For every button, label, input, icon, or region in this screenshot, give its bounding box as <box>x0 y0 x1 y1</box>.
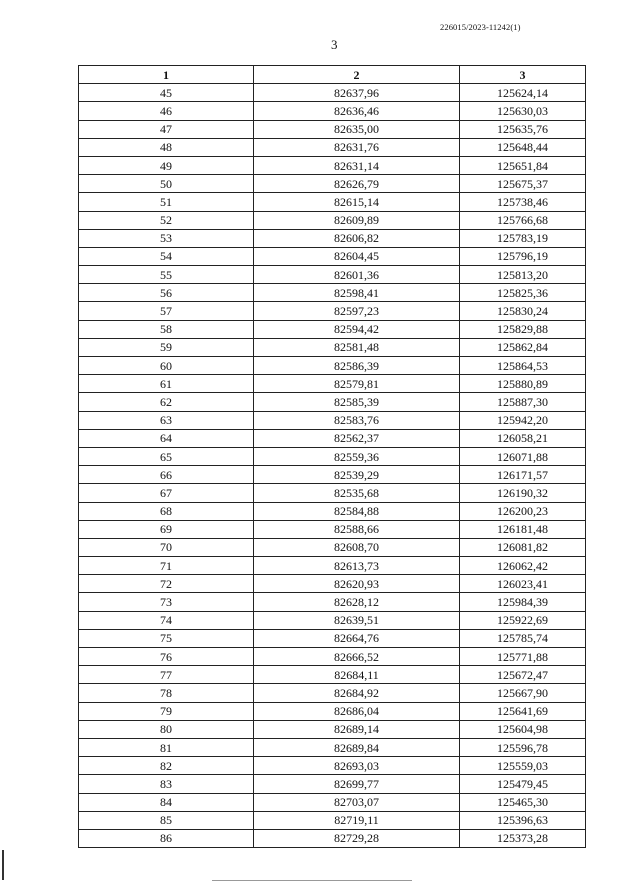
y-coordinate-cell: 125783,19 <box>460 229 586 247</box>
x-coordinate-cell: 82588,66 <box>254 520 460 538</box>
point-number-cell: 68 <box>79 502 254 520</box>
y-coordinate-cell: 125396,63 <box>460 811 586 829</box>
y-coordinate-cell: 125796,19 <box>460 247 586 265</box>
table-header-row <box>79 66 586 84</box>
y-coordinate-cell: 126071,88 <box>460 447 586 465</box>
table-body <box>79 84 586 848</box>
point-number-cell: 75 <box>79 629 254 647</box>
y-coordinate-cell: 125942,20 <box>460 411 586 429</box>
point-number-cell: 52 <box>79 211 254 229</box>
table-row <box>79 829 586 847</box>
point-number-cell: 72 <box>79 575 254 593</box>
table-row <box>79 266 586 284</box>
x-coordinate-cell: 82684,92 <box>254 684 460 702</box>
point-number-cell: 57 <box>79 302 254 320</box>
point-number-cell: 84 <box>79 793 254 811</box>
table-row <box>79 320 586 338</box>
point-number-cell: 70 <box>79 538 254 556</box>
x-coordinate-cell: 82613,73 <box>254 557 460 575</box>
point-number-cell: 78 <box>79 684 254 702</box>
table-row <box>79 102 586 120</box>
point-number-cell: 45 <box>79 84 254 102</box>
table-row <box>79 338 586 356</box>
point-number-cell: 60 <box>79 357 254 375</box>
y-coordinate-cell: 125635,76 <box>460 120 586 138</box>
column-header-3: 3 <box>460 66 586 84</box>
point-number-cell: 86 <box>79 829 254 847</box>
point-number-cell: 51 <box>79 193 254 211</box>
y-coordinate-cell: 125813,20 <box>460 266 586 284</box>
table-row <box>79 702 586 720</box>
point-number-cell: 83 <box>79 775 254 793</box>
column-header-2: 2 <box>254 66 460 84</box>
point-number-cell: 62 <box>79 393 254 411</box>
point-number-cell: 80 <box>79 720 254 738</box>
table-row <box>79 393 586 411</box>
table-row <box>79 284 586 302</box>
x-coordinate-cell: 82615,14 <box>254 193 460 211</box>
point-number-cell: 66 <box>79 466 254 484</box>
point-number-cell: 49 <box>79 156 254 174</box>
page-number: 3 <box>331 37 338 52</box>
table-row <box>79 557 586 575</box>
x-coordinate-cell: 82601,36 <box>254 266 460 284</box>
point-number-cell: 69 <box>79 520 254 538</box>
x-coordinate-cell: 82626,79 <box>254 175 460 193</box>
table-row <box>79 629 586 647</box>
x-coordinate-cell: 82559,36 <box>254 447 460 465</box>
table-row <box>79 302 586 320</box>
point-number-cell: 63 <box>79 411 254 429</box>
table-row <box>79 502 586 520</box>
point-number-cell: 77 <box>79 666 254 684</box>
y-coordinate-cell: 125675,37 <box>460 175 586 193</box>
x-coordinate-cell: 82539,29 <box>254 466 460 484</box>
table-row <box>79 84 586 102</box>
x-coordinate-cell: 82597,23 <box>254 302 460 320</box>
table-row <box>79 720 586 738</box>
y-coordinate-cell: 125829,88 <box>460 320 586 338</box>
x-coordinate-cell: 82666,52 <box>254 648 460 666</box>
x-coordinate-cell: 82631,76 <box>254 138 460 156</box>
x-coordinate-cell: 82581,48 <box>254 338 460 356</box>
x-coordinate-cell: 82637,96 <box>254 84 460 102</box>
table-row <box>79 211 586 229</box>
y-coordinate-cell: 126058,21 <box>460 429 586 447</box>
x-coordinate-cell: 82628,12 <box>254 593 460 611</box>
x-coordinate-cell: 82594,42 <box>254 320 460 338</box>
point-number-cell: 74 <box>79 611 254 629</box>
bottom-scan-line <box>212 880 412 881</box>
table-row <box>79 193 586 211</box>
point-number-cell: 58 <box>79 320 254 338</box>
y-coordinate-cell: 125864,53 <box>460 357 586 375</box>
y-coordinate-cell: 125880,89 <box>460 375 586 393</box>
point-number-cell: 79 <box>79 702 254 720</box>
y-coordinate-cell: 126181,48 <box>460 520 586 538</box>
point-number-cell: 64 <box>79 429 254 447</box>
x-coordinate-cell: 82719,11 <box>254 811 460 829</box>
x-coordinate-cell: 82635,00 <box>254 120 460 138</box>
table-row <box>79 520 586 538</box>
point-number-cell: 46 <box>79 102 254 120</box>
table-row <box>79 138 586 156</box>
table-row <box>79 411 586 429</box>
point-number-cell: 54 <box>79 247 254 265</box>
y-coordinate-cell: 125373,28 <box>460 829 586 847</box>
table-row <box>79 120 586 138</box>
x-coordinate-cell: 82639,51 <box>254 611 460 629</box>
x-coordinate-cell: 82689,84 <box>254 738 460 756</box>
x-coordinate-cell: 82604,45 <box>254 247 460 265</box>
x-coordinate-cell: 82684,11 <box>254 666 460 684</box>
table-row <box>79 757 586 775</box>
y-coordinate-cell: 125785,74 <box>460 629 586 647</box>
x-coordinate-cell: 82585,39 <box>254 393 460 411</box>
y-coordinate-cell: 125648,44 <box>460 138 586 156</box>
point-number-cell: 65 <box>79 447 254 465</box>
table-row <box>79 666 586 684</box>
y-coordinate-cell: 125559,03 <box>460 757 586 775</box>
y-coordinate-cell: 126023,41 <box>460 575 586 593</box>
table-row <box>79 611 586 629</box>
x-coordinate-cell: 82608,70 <box>254 538 460 556</box>
y-coordinate-cell: 125596,78 <box>460 738 586 756</box>
document-id: 226015/2023-11242(1) <box>440 22 521 32</box>
y-coordinate-cell: 125604,98 <box>460 720 586 738</box>
y-coordinate-cell: 126081,82 <box>460 538 586 556</box>
x-coordinate-cell: 82693,03 <box>254 757 460 775</box>
x-coordinate-cell: 82689,14 <box>254 720 460 738</box>
x-coordinate-cell: 82620,93 <box>254 575 460 593</box>
table-row <box>79 429 586 447</box>
table-row <box>79 648 586 666</box>
y-coordinate-cell: 125465,30 <box>460 793 586 811</box>
y-coordinate-cell: 125825,36 <box>460 284 586 302</box>
x-coordinate-cell: 82664,76 <box>254 629 460 647</box>
table-row <box>79 484 586 502</box>
table-row <box>79 375 586 393</box>
x-coordinate-cell: 82729,28 <box>254 829 460 847</box>
y-coordinate-cell: 125641,69 <box>460 702 586 720</box>
y-coordinate-cell: 126062,42 <box>460 557 586 575</box>
point-number-cell: 82 <box>79 757 254 775</box>
table-row <box>79 466 586 484</box>
y-coordinate-cell: 125771,88 <box>460 648 586 666</box>
y-coordinate-cell: 125766,68 <box>460 211 586 229</box>
table-row <box>79 738 586 756</box>
point-number-cell: 73 <box>79 593 254 611</box>
y-coordinate-cell: 125738,46 <box>460 193 586 211</box>
point-number-cell: 59 <box>79 338 254 356</box>
table-row <box>79 156 586 174</box>
y-coordinate-cell: 126200,23 <box>460 502 586 520</box>
y-coordinate-cell: 125862,84 <box>460 338 586 356</box>
x-coordinate-cell: 82579,81 <box>254 375 460 393</box>
x-coordinate-cell: 82699,77 <box>254 775 460 793</box>
x-coordinate-cell: 82703,07 <box>254 793 460 811</box>
point-number-cell: 55 <box>79 266 254 284</box>
point-number-cell: 76 <box>79 648 254 666</box>
y-coordinate-cell: 125984,39 <box>460 593 586 611</box>
y-coordinate-cell: 125624,14 <box>460 84 586 102</box>
point-number-cell: 85 <box>79 811 254 829</box>
table-row <box>79 793 586 811</box>
table-row <box>79 684 586 702</box>
y-coordinate-cell: 125922,69 <box>460 611 586 629</box>
table-row <box>79 575 586 593</box>
margin-mark <box>2 850 4 880</box>
x-coordinate-cell: 82583,76 <box>254 411 460 429</box>
table-row <box>79 247 586 265</box>
x-coordinate-cell: 82586,39 <box>254 357 460 375</box>
y-coordinate-cell: 125830,24 <box>460 302 586 320</box>
point-number-cell: 50 <box>79 175 254 193</box>
x-coordinate-cell: 82535,68 <box>254 484 460 502</box>
x-coordinate-cell: 82606,82 <box>254 229 460 247</box>
y-coordinate-cell: 125479,45 <box>460 775 586 793</box>
point-number-cell: 71 <box>79 557 254 575</box>
x-coordinate-cell: 82636,46 <box>254 102 460 120</box>
x-coordinate-cell: 82686,04 <box>254 702 460 720</box>
y-coordinate-cell: 126190,32 <box>460 484 586 502</box>
x-coordinate-cell: 82631,14 <box>254 156 460 174</box>
table-row <box>79 775 586 793</box>
point-number-cell: 81 <box>79 738 254 756</box>
y-coordinate-cell: 125651,84 <box>460 156 586 174</box>
y-coordinate-cell: 125672,47 <box>460 666 586 684</box>
table-row <box>79 357 586 375</box>
point-number-cell: 47 <box>79 120 254 138</box>
point-number-cell: 56 <box>79 284 254 302</box>
y-coordinate-cell: 125667,90 <box>460 684 586 702</box>
table-row <box>79 175 586 193</box>
coordinates-table <box>78 65 586 848</box>
x-coordinate-cell: 82609,89 <box>254 211 460 229</box>
x-coordinate-cell: 82562,37 <box>254 429 460 447</box>
point-number-cell: 53 <box>79 229 254 247</box>
table-row <box>79 538 586 556</box>
x-coordinate-cell: 82584,88 <box>254 502 460 520</box>
point-number-cell: 61 <box>79 375 254 393</box>
column-header-1: 1 <box>79 66 254 84</box>
y-coordinate-cell: 125630,03 <box>460 102 586 120</box>
table-row <box>79 593 586 611</box>
y-coordinate-cell: 126171,57 <box>460 466 586 484</box>
table-row <box>79 811 586 829</box>
x-coordinate-cell: 82598,41 <box>254 284 460 302</box>
point-number-cell: 48 <box>79 138 254 156</box>
y-coordinate-cell: 125887,30 <box>460 393 586 411</box>
point-number-cell: 67 <box>79 484 254 502</box>
table-row <box>79 447 586 465</box>
table-row <box>79 229 586 247</box>
